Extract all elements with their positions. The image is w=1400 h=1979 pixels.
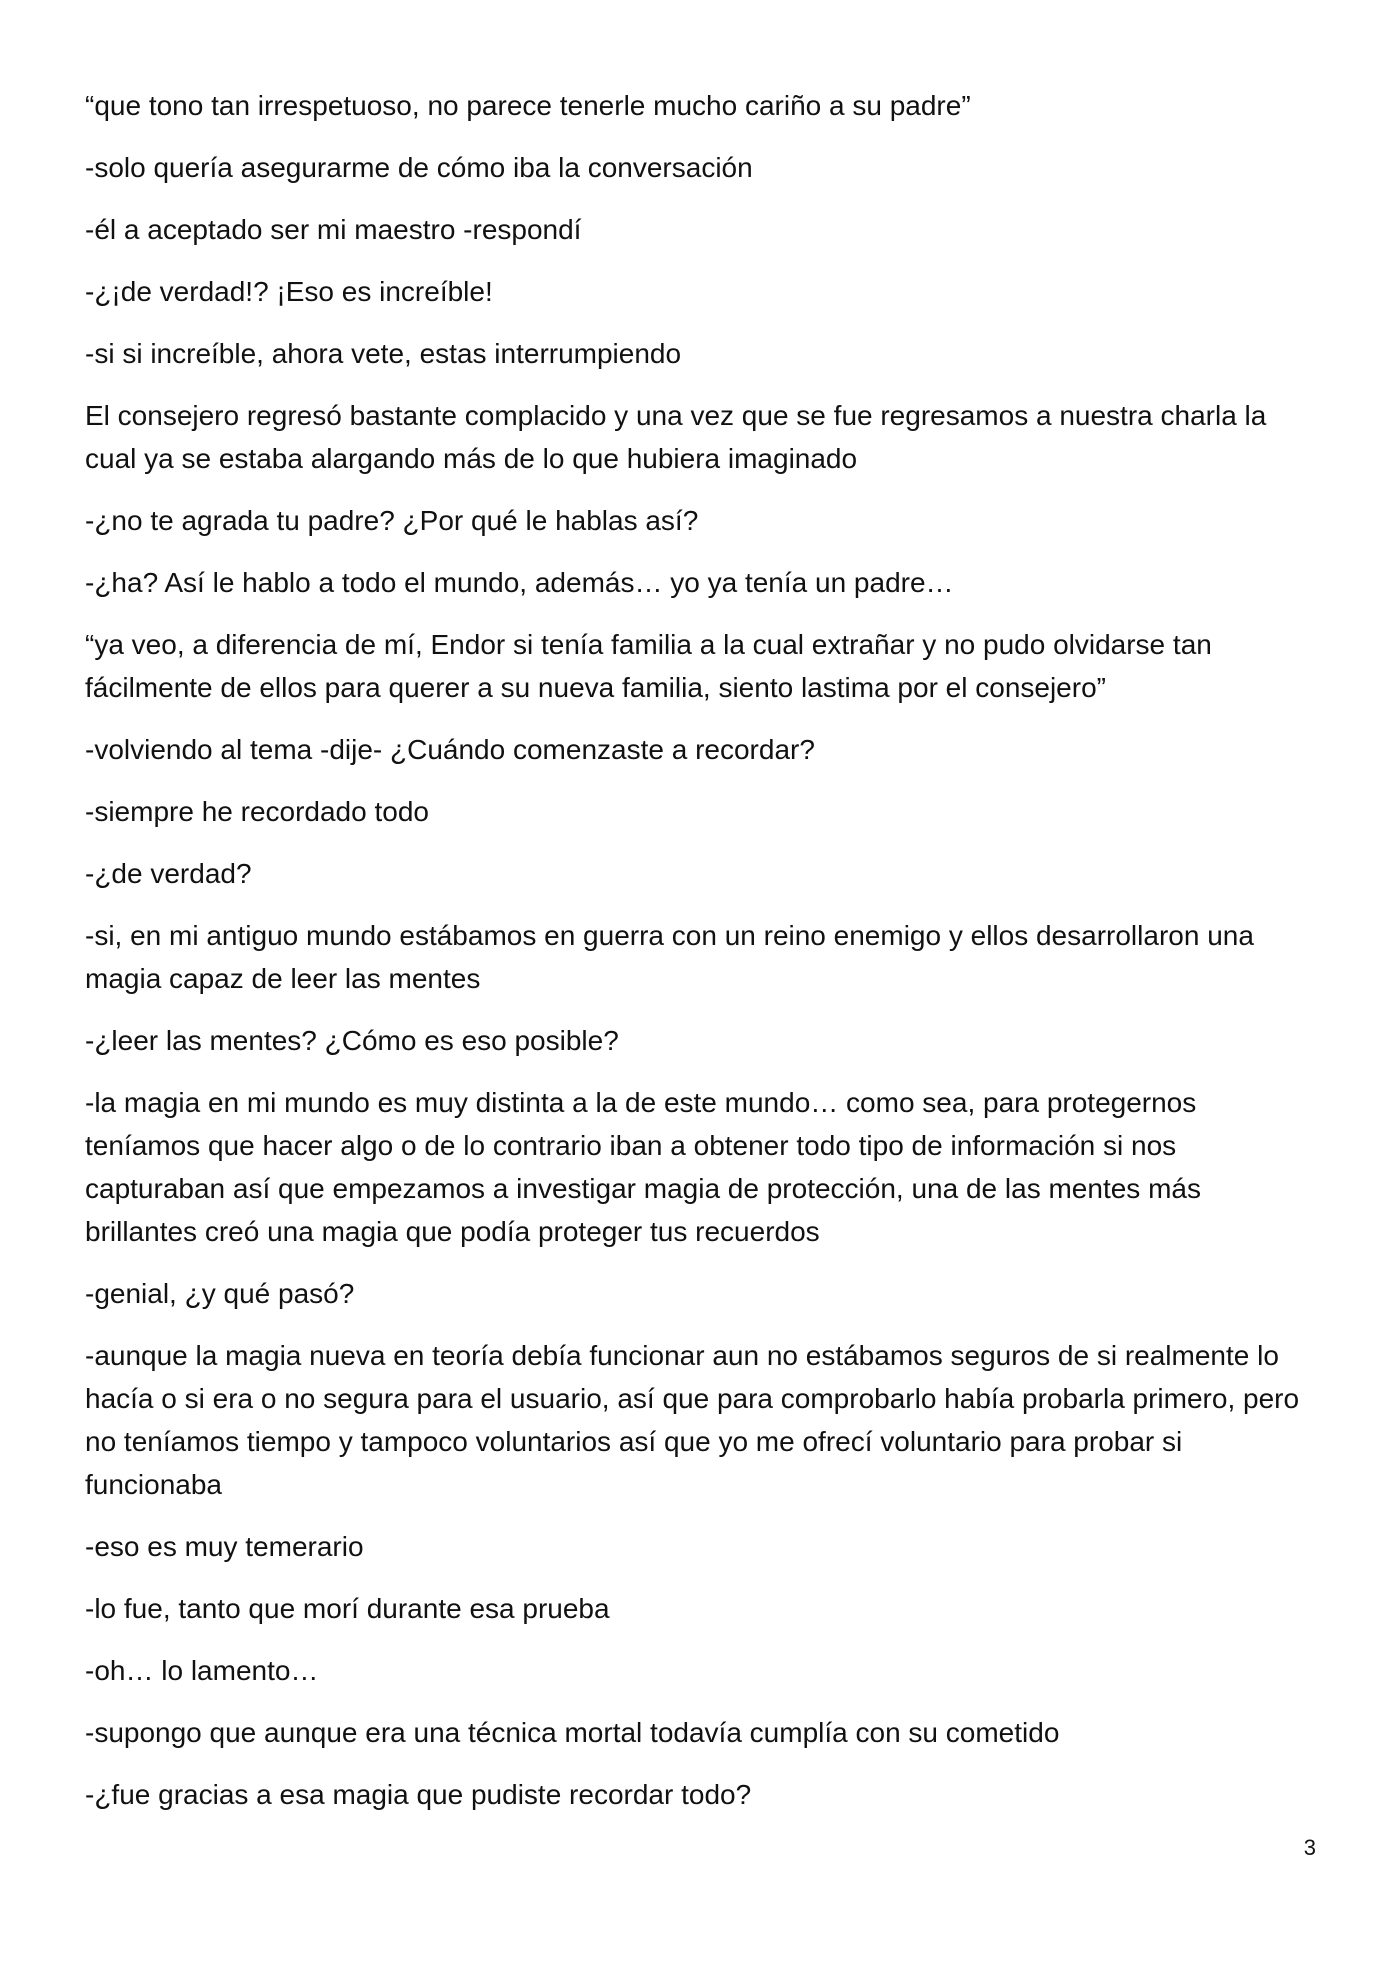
paragraph: -solo quería asegurarme de cómo iba la conversación [85,152,753,183]
paragraph: -¿leer las mentes? ¿Cómo es eso posible? [85,1025,619,1056]
page-body [85,84,1315,1835]
paragraph: -volviendo al tema -dije- ¿Cuándo comenzaste a recordar? [85,734,815,765]
paragraph: -¿ha? Así le hablo a todo el mundo, además… yo ya tenía un padre… [85,567,954,598]
paragraph: -si, en mi antiguo mundo estábamos en guerra con un reino enemigo y ellos desarrollaron una magia capaz de leer las mentes [85,920,1254,994]
paragraph: -¿fue gracias a esa magia que pudiste recordar todo? [85,1779,752,1810]
paragraph: -¿¡de verdad!? ¡Eso es increíble! [85,276,493,307]
paragraph: -¿no te agrada tu padre? ¿Por qué le hablas así? [85,505,699,536]
paragraph: -él a aceptado ser mi maestro -respondí [85,214,582,245]
paragraph: -siempre he recordado todo [85,796,429,827]
paragraph: -lo fue, tanto que morí durante esa prueba [85,1593,610,1624]
paragraph: -eso es muy temerario [85,1531,364,1562]
paragraph: “ya veo, a diferencia de mí, Endor si tenía familia a la cual extrañar y no pudo olvidarse tan fácilmente de ellos para querer a su nueva familia, siento lastima por el consejero” [85,629,1212,703]
paragraph: -oh… lo lamento… [85,1655,319,1686]
paragraph: -aunque la magia nueva en teoría debía funcionar aun no estábamos seguros de si realmente lo hacía o si era o no segura para el usuario, así que para comprobarlo había probarla primero, pero no teníamos tiempo y tampoco voluntarios así que yo me ofrecí voluntario para probar si funcionaba [85,1340,1300,1500]
paragraph: -si si increíble, ahora vete, estas interrumpiendo [85,338,682,369]
page-number: 3 [1303,1835,1316,1860]
paragraph: El consejero regresó bastante complacido y una vez que se fue regresamos a nuestra charla la cual ya se estaba alargando más de lo que hubiera imaginado [85,400,1267,474]
paragraph: -la magia en mi mundo es muy distinta a la de este mundo… como sea, para protegernos teníamos que hacer algo o de lo contrario iban a obtener todo tipo de información si nos capturaban así que empezamos a investigar magia de protección, una de las mentes más brillantes creó una magia que podía proteger tus recuerdos [85,1087,1201,1247]
paragraph: -supongo que aunque era una técnica mortal todavía cumplía con su cometido [85,1717,1060,1748]
paragraph: “que tono tan irrespetuoso, no parece tenerle mucho cariño a su padre” [85,90,971,121]
paragraph: -genial, ¿y qué pasó? [85,1278,355,1309]
paragraph: -¿de verdad? [85,858,252,889]
